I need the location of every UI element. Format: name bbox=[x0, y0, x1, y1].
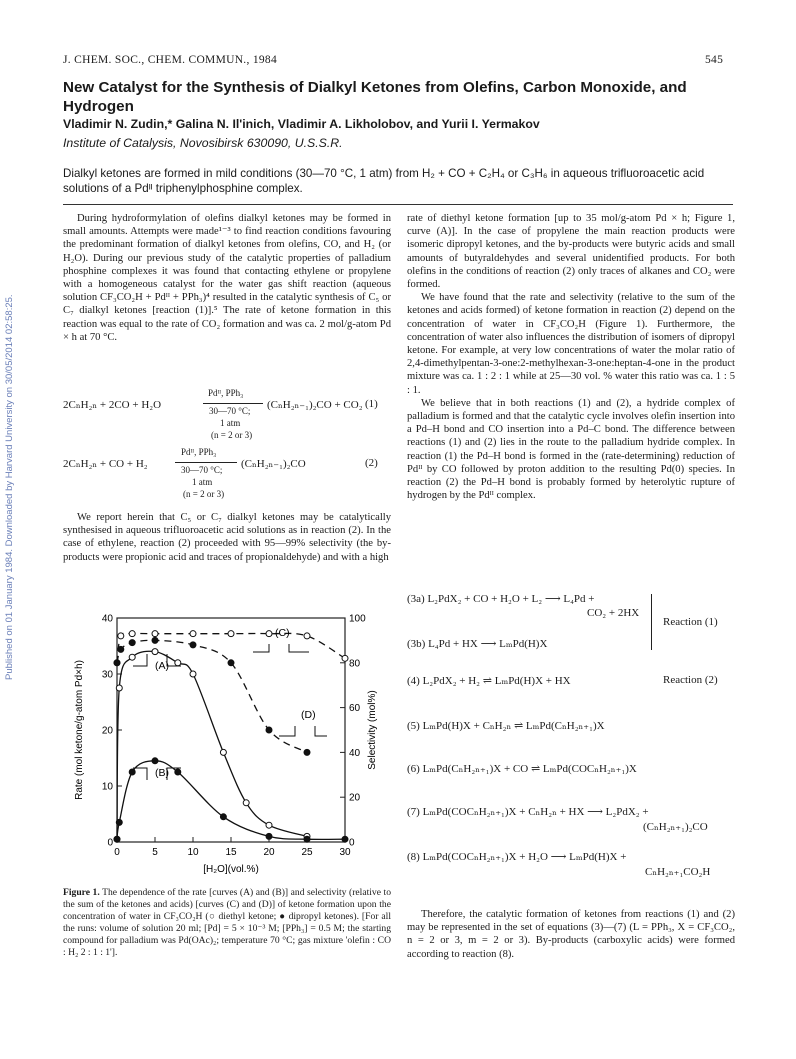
y-right-tick-label: 60 bbox=[349, 703, 361, 715]
scheme-3b: (3b) L₄Pd + HX ⟶ LₘPd(H)X bbox=[407, 638, 548, 650]
series-line-a bbox=[117, 651, 307, 839]
equation-2 bbox=[63, 447, 391, 507]
right-column bbox=[407, 212, 735, 502]
eq1-over: Pdᴵᴵ, PPh₃ bbox=[208, 388, 244, 398]
left-column-2 bbox=[63, 511, 391, 564]
data-point-b bbox=[342, 836, 348, 842]
x-axis-label: [H₂O](vol.%) bbox=[203, 864, 259, 875]
data-point-a bbox=[152, 649, 158, 655]
eq1-rhs: (CₙH₂ₙ₋₁)₂CO + CO₂ bbox=[267, 399, 363, 411]
x-tick-label: 20 bbox=[263, 847, 275, 858]
x-tick-label: 15 bbox=[225, 847, 237, 858]
scheme-7: (7) LₘPd(COCₙH₂ₙ₊₁)X + CₙH₂ₙ + HX ⟶ L₂PdX₂ + bbox=[407, 806, 649, 818]
scheme-3a-cont: CO₂ + 2HX bbox=[587, 607, 640, 619]
data-point-a bbox=[266, 822, 272, 828]
y-axis-left-label: Rate (mol ketone/g-atom Pd×h) bbox=[74, 660, 85, 800]
y-right-tick-label: 0 bbox=[349, 837, 355, 849]
data-point-d bbox=[304, 749, 310, 755]
axis-indicator-arrow bbox=[253, 644, 269, 652]
data-point-d bbox=[190, 642, 196, 648]
axis-indicator-arrow bbox=[279, 726, 295, 736]
right-bottom-text bbox=[407, 908, 735, 961]
right-para-3: We believe that in both reactions (1) and (2), a hydride complex of palladium is formed and that the catalytic cycle involves olefin insertion into a Pd–H bond and CO insertion into a Pd–C bond. The difference between reactions (1) and (2) lies in the route to the palladium hydride complex. In reaction (1) the Pd–H bond is formed in the (rate-determining) reduction of Pdᴵᴵ by CO followed by proton addition to the resulting Pd(0) species. In reaction (2) the Pd–H bond is probably formed by heterolytic rupture of hydrogen by the Pdᴵᴵ complex. bbox=[407, 397, 735, 502]
watermark-text: Published on 01 January 1984. Downloaded by Harvard University on 30/05/2014 02:58:25. bbox=[4, 294, 15, 680]
curve-label-a: (A) bbox=[155, 660, 169, 672]
eq1-cond: 1 atm bbox=[220, 418, 241, 428]
eq1-n: (n = 2 or 3) bbox=[211, 430, 253, 440]
data-point-d bbox=[114, 660, 120, 666]
affiliation: Institute of Catalysis, Novosibirsk 630090, U.S.S.R. bbox=[63, 136, 343, 150]
data-point-c bbox=[118, 633, 124, 639]
eq2-cond: 1 atm bbox=[192, 477, 213, 487]
eq2-n: (n = 2 or 3) bbox=[183, 489, 225, 499]
data-point-d bbox=[152, 637, 158, 643]
curve-label-d: (D) bbox=[301, 709, 316, 721]
curve-label-b: (B) bbox=[155, 767, 169, 779]
eq2-rhs: (CₙH₂ₙ₋₁)₂CO bbox=[241, 458, 306, 470]
abstract: Dialkyl ketones are formed in mild conditions (30—70 °C, 1 atm) from H₂ + CO + C₂H₄ or C₃H₆ in aqueous trifluoroacetic acid solutions of a Pdᴵᴵ triphenylphosphine complex. bbox=[63, 167, 705, 195]
scheme-4: (4) L₂PdX₂ + H₂ ⇌ LₘPd(H)X + HX bbox=[407, 675, 571, 687]
data-point-a bbox=[175, 660, 181, 666]
scheme-8-cont: CₙH₂ₙ₊₁CO₂H bbox=[645, 866, 711, 878]
data-point-c bbox=[152, 631, 158, 637]
download-watermark bbox=[2, 230, 16, 680]
left-para-2: We report herein that C₅ or C₇ dialkyl ketones may be catalytically synthesised in aqueous trifluoroacetic acid solutions as in reaction (2). In the case of ethylene, reaction (2) proceeded with 95—99% selectivity (the by-products were propionic acid and traces of propionaldehyde) and with a high bbox=[63, 512, 391, 563]
axis-indicator-arrow bbox=[133, 768, 147, 780]
x-tick-label: 5 bbox=[152, 847, 158, 858]
data-point-b bbox=[114, 836, 120, 842]
data-point-a bbox=[116, 685, 122, 691]
data-point-c bbox=[266, 631, 272, 637]
y-right-tick-label: 80 bbox=[349, 658, 361, 670]
right-para-2: We have found that the rate and selectivity (relative to the sum of the ketones and acids formed) of ketone formation in reaction (2) depend on the concentration of water in CF₃CO₂H (Figure 1). Furthermore, the concentration of water also influences the distribution of isomers of dipropyl ketone. For example, at very low concentrations of water the molar ratio of 2,4-dimethylpentan-3-one:2-methylhexan-3-one:heptan-4-one in the product mixture was ca. 1 : 2 : 1 while at 25—30 vol. % water this ratio was ca. 1 : 5 : 1. bbox=[407, 292, 735, 396]
data-point-b bbox=[304, 836, 310, 842]
y-left-tick-label: 40 bbox=[101, 613, 113, 625]
page-number: 545 bbox=[705, 54, 724, 66]
scheme-bracket bbox=[651, 594, 652, 650]
left-column bbox=[63, 212, 391, 344]
scheme-reaction-2: Reaction (2) bbox=[663, 674, 718, 686]
y-right-tick-label: 40 bbox=[349, 747, 361, 759]
reaction-scheme bbox=[407, 590, 747, 880]
data-point-c bbox=[190, 631, 196, 637]
scheme-8: (8) LₘPd(COCₙH₂ₙ₊₁)X + H₂O ⟶ LₘPd(H)X + bbox=[407, 851, 627, 863]
figure-1-chart bbox=[63, 602, 393, 882]
journal-header: J. CHEM. SOC., CHEM. COMMUN., 1984 bbox=[63, 54, 278, 66]
eq1-number: (1) bbox=[365, 398, 378, 410]
eq2-under: 30—70 °C; bbox=[181, 465, 223, 475]
eq2-arrow bbox=[175, 462, 237, 463]
caption-text: The dependence of the rate [curves (A) and (B)] and selectivity (relative to the sum of the ketones and acids) [curves (C) and (D)] of ketone formation upon the concentration of water in CF₃CO₂H (○ diethyl ketone; ● dipropyl ketones). [For all the runs: volume of solution 20 ml; [Pd] = 5 × 10⁻³ M; [PPh₃] = 0.5 M; the starting compound for palladium was Pd(OAc)₂; temperature 70 °C; gas mixture 'olefin : CO : H₂ 2 : 1 : 1']. bbox=[63, 887, 391, 958]
data-point-b bbox=[116, 819, 122, 825]
eq1-under: 30—70 °C; bbox=[209, 406, 251, 416]
series-line-c bbox=[117, 633, 345, 663]
eq2-number: (2) bbox=[365, 457, 378, 469]
y-left-tick-label: 30 bbox=[101, 669, 113, 681]
data-point-b bbox=[220, 814, 226, 820]
right-para-4: Therefore, the catalytic formation of ketones from reactions (1) and (2) may be represented in the set of equations (3)—(7) (L = PPh₃, X = CF₃CO₂, n = 2 or 3, m = 2 or 3). By-products (carboxylic acids) were formed according to reaction (8). bbox=[407, 909, 735, 960]
eq2-over: Pdᴵᴵ, PPh₃ bbox=[181, 447, 217, 457]
eq1-arrow bbox=[203, 403, 263, 404]
data-point-c bbox=[342, 655, 348, 661]
curve-label-c: (C) bbox=[275, 627, 290, 639]
caption-label: Figure 1. bbox=[63, 887, 100, 898]
y-right-tick-label: 20 bbox=[349, 792, 361, 804]
data-point-c bbox=[304, 633, 310, 639]
section-rule bbox=[63, 204, 733, 205]
right-para-1: rate of diethyl ketone formation [up to 35 mol/g-atom Pd × h; Figure 1, curve (A)]. In the case of propylene the main reaction products were isomeric dipropyl ketones, and the by-products were butyric acids and small amounts of butyraldehydes and several unidentified products. For both olefins in the conditions of reaction (2) only traces of alkanes and CO₂ were formed. bbox=[407, 213, 735, 291]
x-tick-label: 0 bbox=[114, 847, 120, 858]
eq1-lhs: 2CₙH₂ₙ + 2CO + H₂O bbox=[63, 399, 162, 411]
data-point-b bbox=[129, 769, 135, 775]
equation-1 bbox=[63, 388, 391, 448]
data-point-c bbox=[228, 631, 234, 637]
authors: Vladimir N. Zudin,* Galina N. Il'inich, Vladimir A. Likholobov, and Yurii I. Yermakov bbox=[63, 117, 540, 131]
y-right-tick-label: 100 bbox=[349, 613, 366, 625]
y-left-tick-label: 10 bbox=[101, 781, 113, 793]
chart-series bbox=[114, 631, 348, 843]
data-point-a bbox=[220, 749, 226, 755]
data-point-a bbox=[190, 671, 196, 677]
data-point-d bbox=[266, 727, 272, 733]
article-title: New Catalyst for the Synthesis of Dialkyl Ketones from Olefins, Carbon Monoxide, and Hydrogen bbox=[63, 79, 687, 115]
scheme-reaction-1: Reaction (1) bbox=[663, 616, 718, 628]
left-para-1: During hydroformylation of olefins dialkyl ketones may be formed in small amounts. Attempts were made¹⁻³ to find reaction conditions favouring the predominant formation of dialkyl ketones from olefins, CO, and H₂ (or H₂O). During our previous study of the catalytic properties of palladium phosphine complexes it was found that contacting ethylene or propylene with a homogeneous catalyst for the water gas shift reaction (aqueous solution CF₃CO₂H + Pdᴵᴵ + PPh₃)⁴ resulted in the catalytic synthesis of C₅ or C₇ dialkyl ketones [reaction (1)].⁵ The rate of ketone formation in this reaction was equal to the rate of CO₂ formation and was ca. 2 mol/g-atom Pd × h at 70 °C. bbox=[63, 213, 391, 343]
data-point-a bbox=[243, 800, 249, 806]
scheme-6: (6) LₘPd(CₙH₂ₙ₊₁)X + CO ⇌ LₘPd(COCₙH₂ₙ₊₁)X bbox=[407, 763, 637, 775]
scheme-7-cont: (CₙH₂ₙ₊₁)₂CO bbox=[643, 821, 708, 833]
axis-indicator-arrow bbox=[289, 644, 309, 652]
x-tick-label: 10 bbox=[187, 847, 199, 858]
scheme-5: (5) LₘPd(H)X + CₙH₂ₙ ⇌ LₘPd(CₙH₂ₙ₊₁)X bbox=[407, 720, 605, 732]
data-point-d bbox=[118, 646, 124, 652]
y-axis-right-label: Selectivity (mol%) bbox=[367, 690, 378, 770]
data-point-d bbox=[228, 660, 234, 666]
data-point-d bbox=[129, 640, 135, 646]
eq2-lhs: 2CₙH₂ₙ + CO + H₂ bbox=[63, 458, 148, 470]
data-point-b bbox=[175, 769, 181, 775]
data-point-a bbox=[129, 654, 135, 660]
chart-labels bbox=[133, 627, 327, 780]
figure-caption bbox=[63, 887, 391, 959]
series-line-b bbox=[117, 761, 345, 840]
x-tick-label: 30 bbox=[339, 847, 351, 858]
series-line-d bbox=[117, 640, 307, 752]
y-left-tick-label: 20 bbox=[101, 725, 113, 737]
axis-indicator-arrow bbox=[315, 726, 327, 736]
x-tick-label: 25 bbox=[301, 847, 313, 858]
data-point-b bbox=[152, 758, 158, 764]
data-point-b bbox=[266, 833, 272, 839]
scheme-3a: (3a) L₂PdX₂ + CO + H₂O + L₂ ⟶ L₄Pd + bbox=[407, 593, 595, 605]
data-point-c bbox=[129, 631, 135, 637]
y-left-tick-label: 0 bbox=[107, 837, 113, 849]
